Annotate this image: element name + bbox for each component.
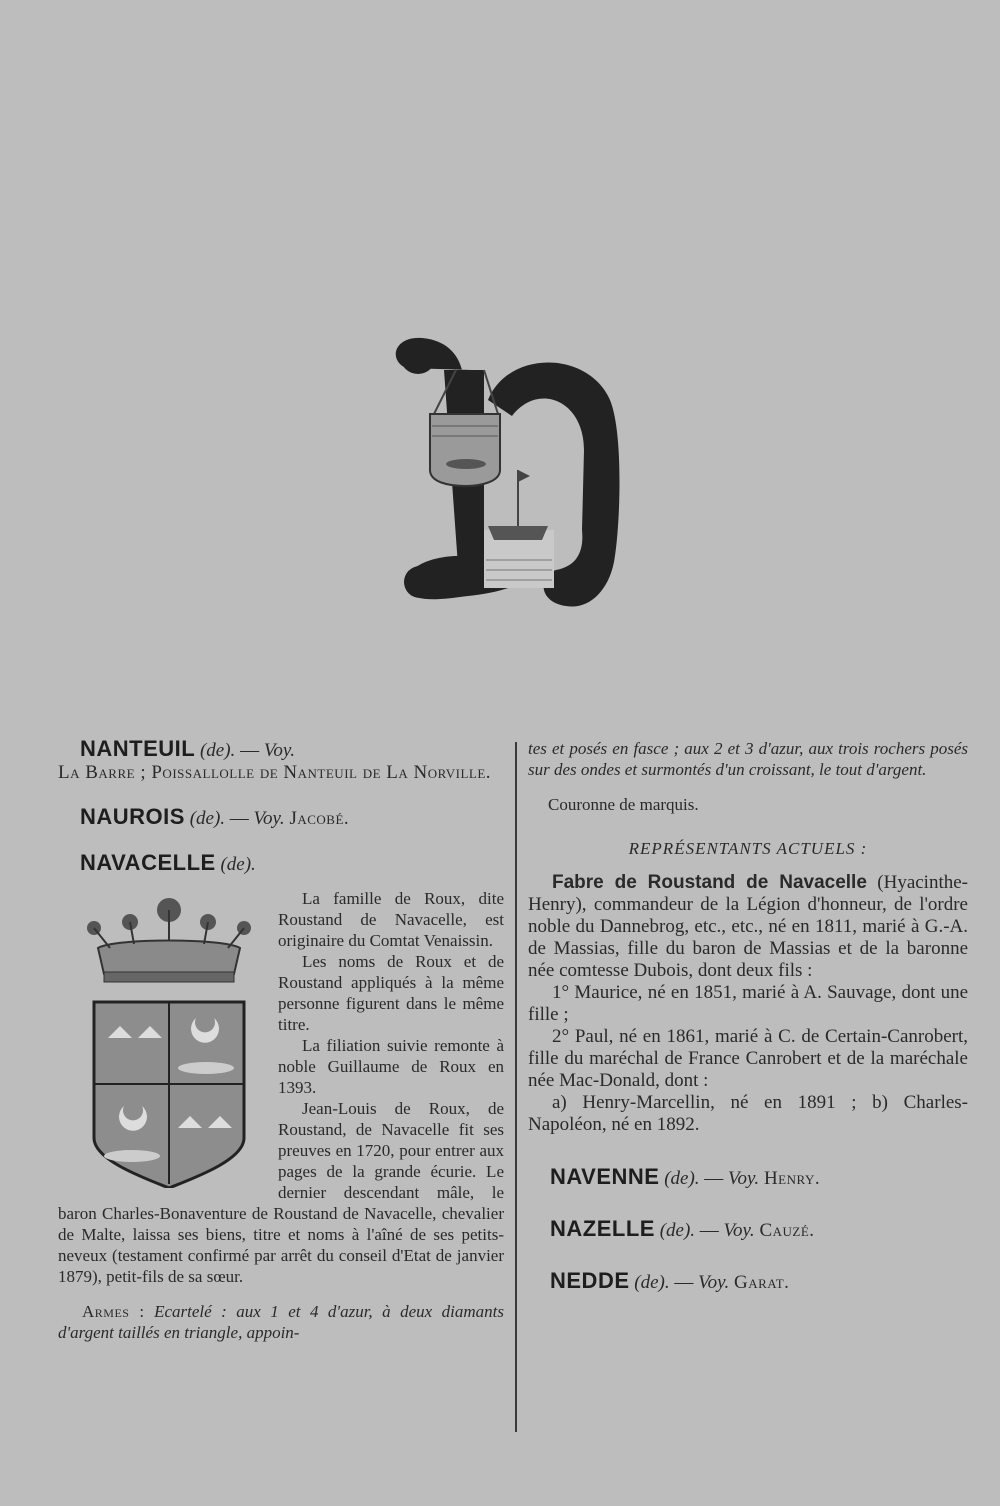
entry-nedde: NEDDE (de). — Voy. Garat.: [550, 1268, 790, 1293]
son-1: 1° Maurice, né en 1851, marié à A. Sauvage, dont une fille ;: [528, 982, 968, 1025]
left-column: [58, 738, 504, 1343]
entry-name: NANTEUIL: [80, 736, 196, 761]
paragraph: La famille de Roux, dite Roustand de Navacelle, est originaire du Comtat Venaissin.: [278, 889, 504, 950]
paragraph: La filiation suivie remonte à noble Guillaume de Roux en 1393.: [278, 1036, 504, 1097]
entry-reference: Jacobé.: [289, 808, 350, 829]
decorative-initial-n: [388, 330, 653, 610]
entry-name: NEDDE: [550, 1268, 630, 1293]
paragraph: Les noms de Roux et de Roustand appliqués à la même personne figurent dans le même titre.: [278, 952, 504, 1034]
representant-name: Fabre de Roustand de Navacelle: [552, 872, 867, 893]
entry-reference: Henry.: [763, 1168, 821, 1189]
entry-name: NAVENNE: [550, 1164, 660, 1189]
shield-icon: [94, 1002, 244, 1188]
entry-navenne: NAVENNE (de). — Voy. Henry.: [550, 1164, 821, 1189]
entry-reference: Garat.: [734, 1272, 790, 1293]
coat-of-arms-illustration: [74, 888, 264, 1188]
paragraph: Jean-Louis de Roux, de Roustand, de Navacelle fit ses preuves en 1720, pour entrer aux pages de la grande écurie. Le dernier descendant mâle, le baron Charles-Bonaventure de Roustand de Navacelle, chevalier de Malte, laissa ses biens, titre et noms à l'aîné de ses petits-neveux (testament confirmé par arrêt du conseil d'Etat de janvier 1879), petit-fils de sa sœur.: [58, 1099, 504, 1286]
entry-reference: La Barre ; Poissallolle de Nanteuil de La Norville.: [58, 762, 492, 783]
entry-nanteuil: NANTEUIL (de). — Voy.: [80, 736, 295, 761]
marquis-crown-icon: [87, 898, 251, 982]
entry-nazelle: NAZELLE (de). — Voy. Cauzé.: [550, 1216, 815, 1241]
grandchildren: a) Henry-Marcellin, né en 1891 ; b) Charles-Napoléon, né en 1892.: [528, 1092, 968, 1135]
son-2: 2° Paul, né en 1861, marié à C. de Certain-Canrobert, fille du maréchal de France Canrobert et de la maréchale née Mac-Donald, dont :: [528, 1026, 968, 1091]
right-column: [528, 738, 968, 1294]
section-heading: REPRÉSENTANTS ACTUELS :: [628, 839, 868, 858]
couronne-line: Couronne de marquis.: [548, 795, 699, 814]
armes-paragraph: Armes : Ecartelé : aux 1 et 4 d'azur, à deux diamants d'argent taillés en triangle, appoin-: [58, 1302, 504, 1342]
representant-paragraph: Fabre de Roustand de Navacelle (Hyacinthe-Henry), commandeur de la Légion d'honneur, de l'ordre noble du Dannebrog, etc., etc., né en 1811, marié à G.-A. de Massias, fille du baron de Massias et de la baronne née comtesse Dubois, dont deux fils :: [528, 872, 968, 981]
navacelle-body: [58, 888, 504, 1343]
column-divider: [515, 742, 517, 1432]
entry-name: NAVACELLE: [80, 850, 216, 875]
entry-navacelle: NAVACELLE (de).: [80, 850, 256, 875]
armes-continued: tes et posés en fasce ; aux 2 et 3 d'azur, aux trois rochers posés sur des ondes et surmontés d'un croissant, le tout d'argent.: [528, 739, 968, 779]
entry-name: NAUROIS: [80, 804, 185, 829]
entry-name: NAZELLE: [550, 1216, 655, 1241]
entry-naurois: NAUROIS (de). — Voy. Jacobé.: [80, 804, 350, 829]
entry-reference: Cauzé.: [759, 1220, 815, 1241]
